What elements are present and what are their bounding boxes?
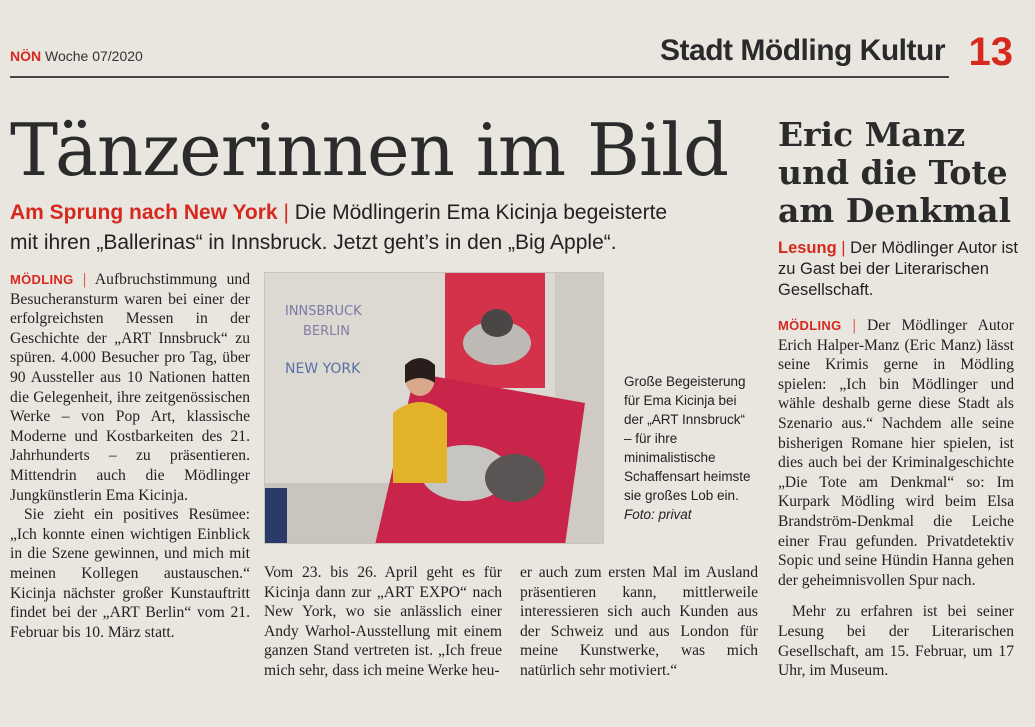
sidebar-dateline-divider: |: [852, 317, 856, 334]
dateline-divider: |: [83, 271, 87, 288]
issue-week: Woche 07/2020: [45, 48, 143, 64]
photo-credit: Foto: privat: [624, 507, 692, 522]
masthead: [10, 48, 143, 64]
wall-text-newyork: NEW YORK: [285, 361, 361, 377]
section-title: Stadt Mödling Kultur: [660, 34, 945, 67]
sidebar-paragraph-1: [778, 316, 1014, 590]
header-divider: [10, 76, 949, 78]
article-column-3: [520, 563, 758, 681]
paragraph-1: [10, 270, 250, 505]
dateline: MÖDLING: [10, 272, 74, 287]
kicker-divider: |: [283, 201, 289, 224]
wall-text-berlin: BERLIN: [303, 324, 350, 339]
sub-text-2: mit ihren „Ballerinas“ in Innsbruck. Jetzt geht’s in den „Big Apple“.: [10, 231, 617, 254]
article-headline: Tänzerinnen im Bild: [10, 108, 729, 192]
sidebar-sub-text: Der Mödlinger Autor ist zu Gast bei der Literarischen Gesellschaft.: [778, 239, 1018, 299]
sidebar-headline: Eric Manz und die Tote am Denkmal: [778, 115, 1012, 230]
caption-text: Große Begeisterung für Ema Kicinja bei der „ART Innsbruck“ – für ihre minimalistische Schaffensart heimste sie großes Lob ein.: [624, 374, 751, 503]
page-number: 13: [968, 30, 1013, 74]
wall-text-innsbruck: INNSBRUCK: [285, 304, 362, 319]
article-photo: [264, 272, 604, 544]
sidebar-paragraph-2: Mehr zu erfahren ist bei seiner Lesung bei der Literarischen Gesellschaft, am 15. Februar, um 17 Uhr, im Museum.: [778, 603, 1014, 680]
article-subheadline: [10, 198, 750, 258]
article-column-2: [264, 563, 502, 681]
sub-kicker: Am Sprung nach New York: [10, 201, 278, 224]
sub-text-1: Die Mödlingerin Ema Kicinja begeisterte: [294, 201, 668, 224]
sidebar-kicker: Lesung: [778, 239, 837, 257]
paragraph-2: Sie zieht ein positives Resümee: „Ich konnte einen wichtigen Einblick in die Szene gewinnen, und mich mit meinen Kollegen austauschen.“ Kicinja nächster großer Kunstauftritt findet bei der „ART Berlin“ vom 21. Februar bis 10. März statt.: [10, 506, 250, 641]
article-column-1: [10, 270, 250, 642]
paragraph-1-text: Aufbruchstimmung und Besucheransturm waren bei einer der erfolgreichsten Messen in der Geschichte der „ART Innsbruck“ zu spüren. 4.000 Besucher pro Tag, über 90 Aussteller aus 10 Nationen hatten die Gelegenheit, ihre zeitgenössischen Werke – von Pop Art, klassische Moderne und Kostbarkeiten des 21. Jahrhunderts – zu präsentieren. Mittendrin auch die Mödlinger Jungkünstlerin Ema Kicinja.: [10, 271, 251, 504]
sidebar-column: [778, 316, 1014, 681]
sidebar-dateline: MÖDLING: [778, 318, 842, 333]
paragraph-3: Vom 23. bis 26. April geht es für Kicinja dann zur „ART EXPO“ nach New York, wo sie anlässlich einer Andy Warhol-Ausstellung mit einem ganzen Stand vertreten ist. „Ich freue mich sehr, dass ich meine Werke heu-: [264, 564, 502, 679]
photo-caption: [624, 372, 756, 524]
sidebar-kicker-divider: |: [841, 239, 846, 257]
paragraph-4: er auch zum ersten Mal im Ausland präsentieren kann, mittlerweile interessieren sich auch Kunden aus der Schweiz und aus London für meine Kunstwerke, was mich natürlich sehr motiviert.“: [520, 564, 758, 679]
sidebar-subheadline: [778, 238, 1018, 301]
brand-logo: NÖN: [10, 48, 42, 64]
photo-illustration: [265, 273, 604, 544]
sidebar-paragraph-1-text: Der Mödlinger Autor Erich Halper-Manz (Eric Manz) lässt seine Krimis gerne in Mödling spielen: „Ich bin Mödlinger und wähle deshalb gerne diese Stadt als Szenario aus.“ Nachdem alle seine bisherigen Romane hier spielen, ist dies auch bei der Kriminalgeschichte „Die Tote am Denkmal“ so: Im Kurpark Mödling wird beim Elsa Brandström-Denkmal die Leiche einer Frau gefunden. Privatdetektiv Sopic und seine Hündin Hanna gehen der geheimnisvollen Spur nach.: [778, 317, 1015, 589]
